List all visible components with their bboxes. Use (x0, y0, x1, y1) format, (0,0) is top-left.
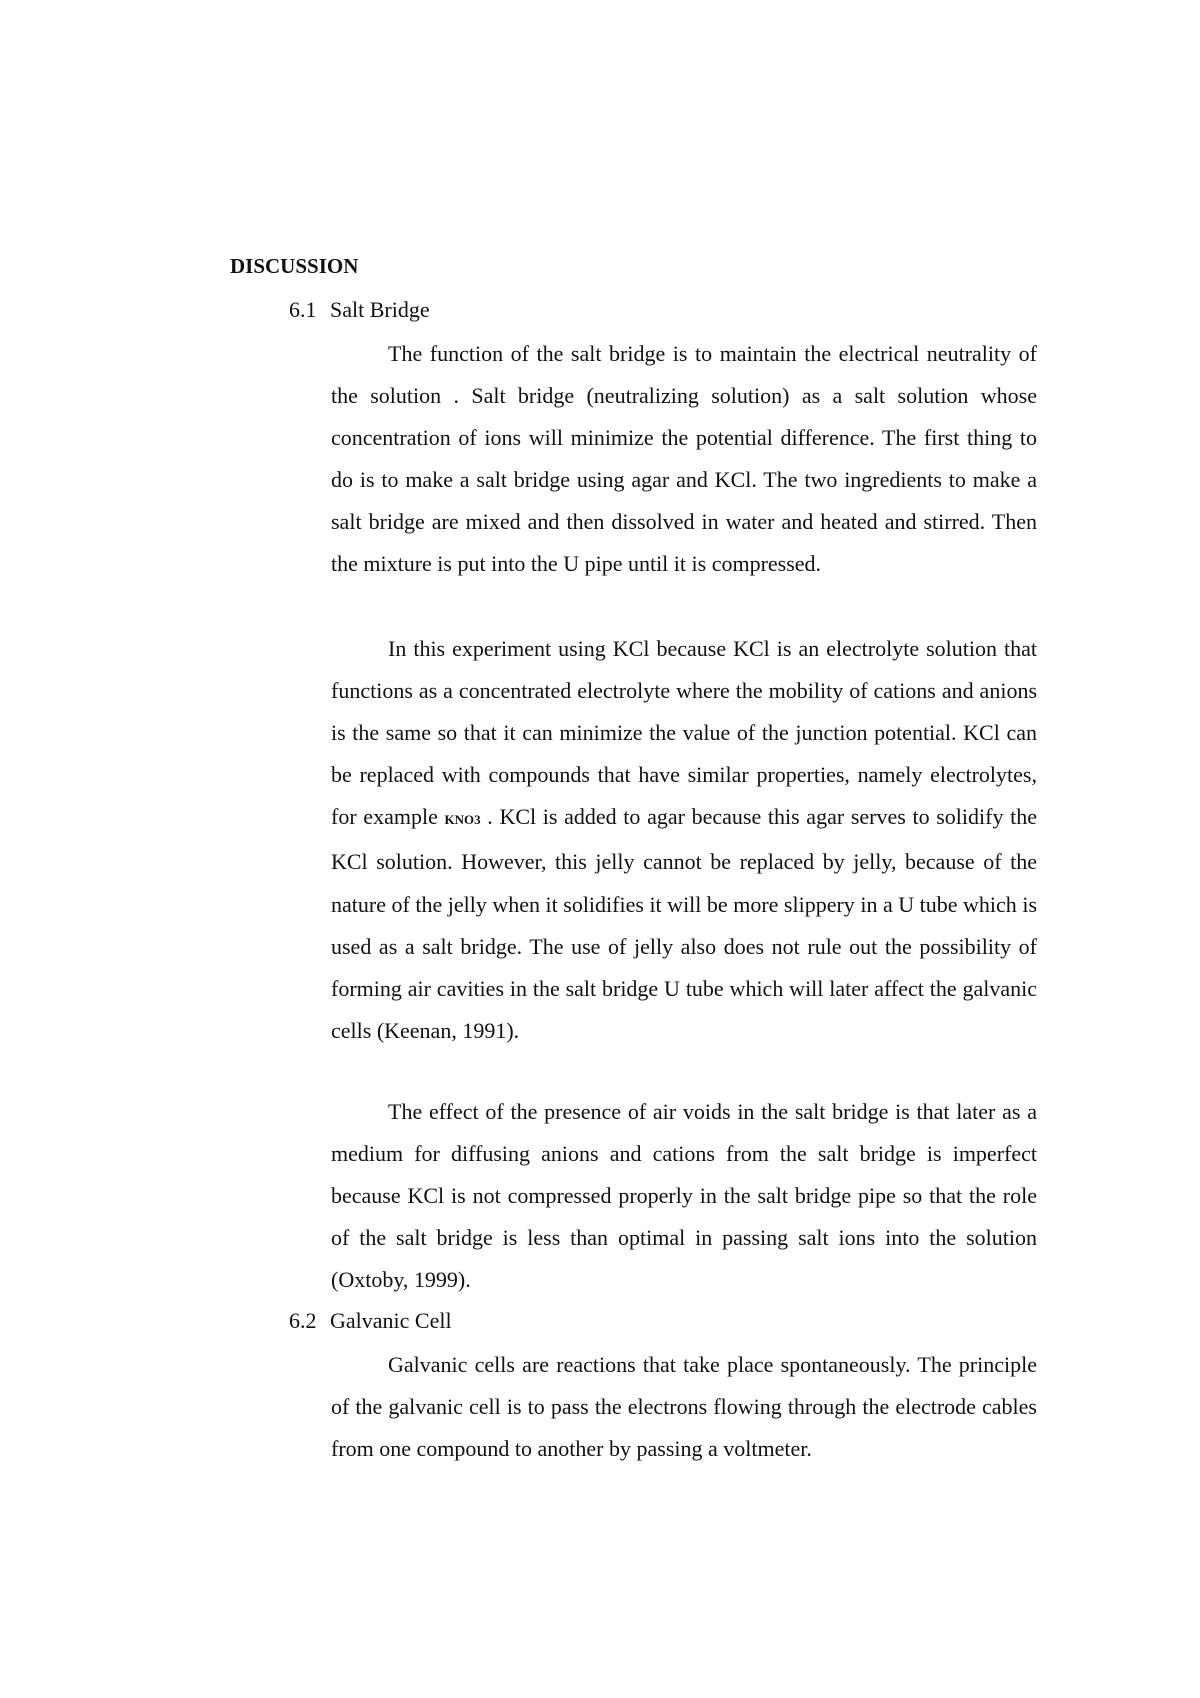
section-title: Galvanic Cell (330, 1308, 452, 1333)
paragraph-text: In this experiment using KCl because KCl is an electrolyte solution that functions as a concentrated electrolyte where the mobility of cations and anions is the same so that it can minimize the value of the junction potential. KCl can be replaced with compounds that have similar properties, namely electrolytes, for example (331, 636, 1037, 830)
section-6-2-title (289, 1307, 452, 1335)
section-number: 6.1 (289, 297, 317, 322)
salt-bridge-paragraph-1: The function of the salt bridge is to maintain the electrical neutrality of the solution . Salt bridge (neutralizing solution) as a salt solution whose concentration of ions will minimize the potential difference. The first thing to do is to make a salt bridge using agar and KCl. The two ingredients to make a salt bridge are mixed and then dissolved in water and heated and stirred. Then the mixture is put into the U pipe until it is compressed. (331, 341, 1037, 577)
paragraph-text: . KCl is added to agar because this agar serves to solidify the KCl solution. However, this jelly cannot be replaced by jelly, because of the nature of the jelly when it solidifies it will be more slippery in a U tube which is used as a salt bridge. The use of jelly also does not rule out the possibility of forming air cavities in the salt bridge U tube which will later affect the galvanic cells (Keenan, 1991). (331, 804, 1037, 1043)
galvanic-cell-paragraph-1: Galvanic cells are reactions that take place spontaneously. The principle of the galvanic cell is to pass the electrons flowing through the electrode cables from one compound to another by passing a voltmeter. (331, 1352, 1037, 1462)
salt-bridge-paragraph-2 (331, 628, 1037, 1052)
section-6-1-title (289, 296, 430, 324)
section-number: 6.2 (289, 1308, 317, 1333)
salt-bridge-paragraph-3: The effect of the presence of air voids in the salt bridge is that later as a medium for diffusing anions and cations from the salt bridge is imperfect because KCl is not compressed properly in the salt bridge pipe so that the role of the salt bridge is less than optimal in passing salt ions into the solution (Oxtoby, 1999). (331, 1099, 1037, 1293)
section-title: Salt Bridge (330, 297, 430, 322)
formula-kno3: KNO3 (444, 812, 481, 828)
page-heading: DISCUSSION (230, 254, 359, 278)
